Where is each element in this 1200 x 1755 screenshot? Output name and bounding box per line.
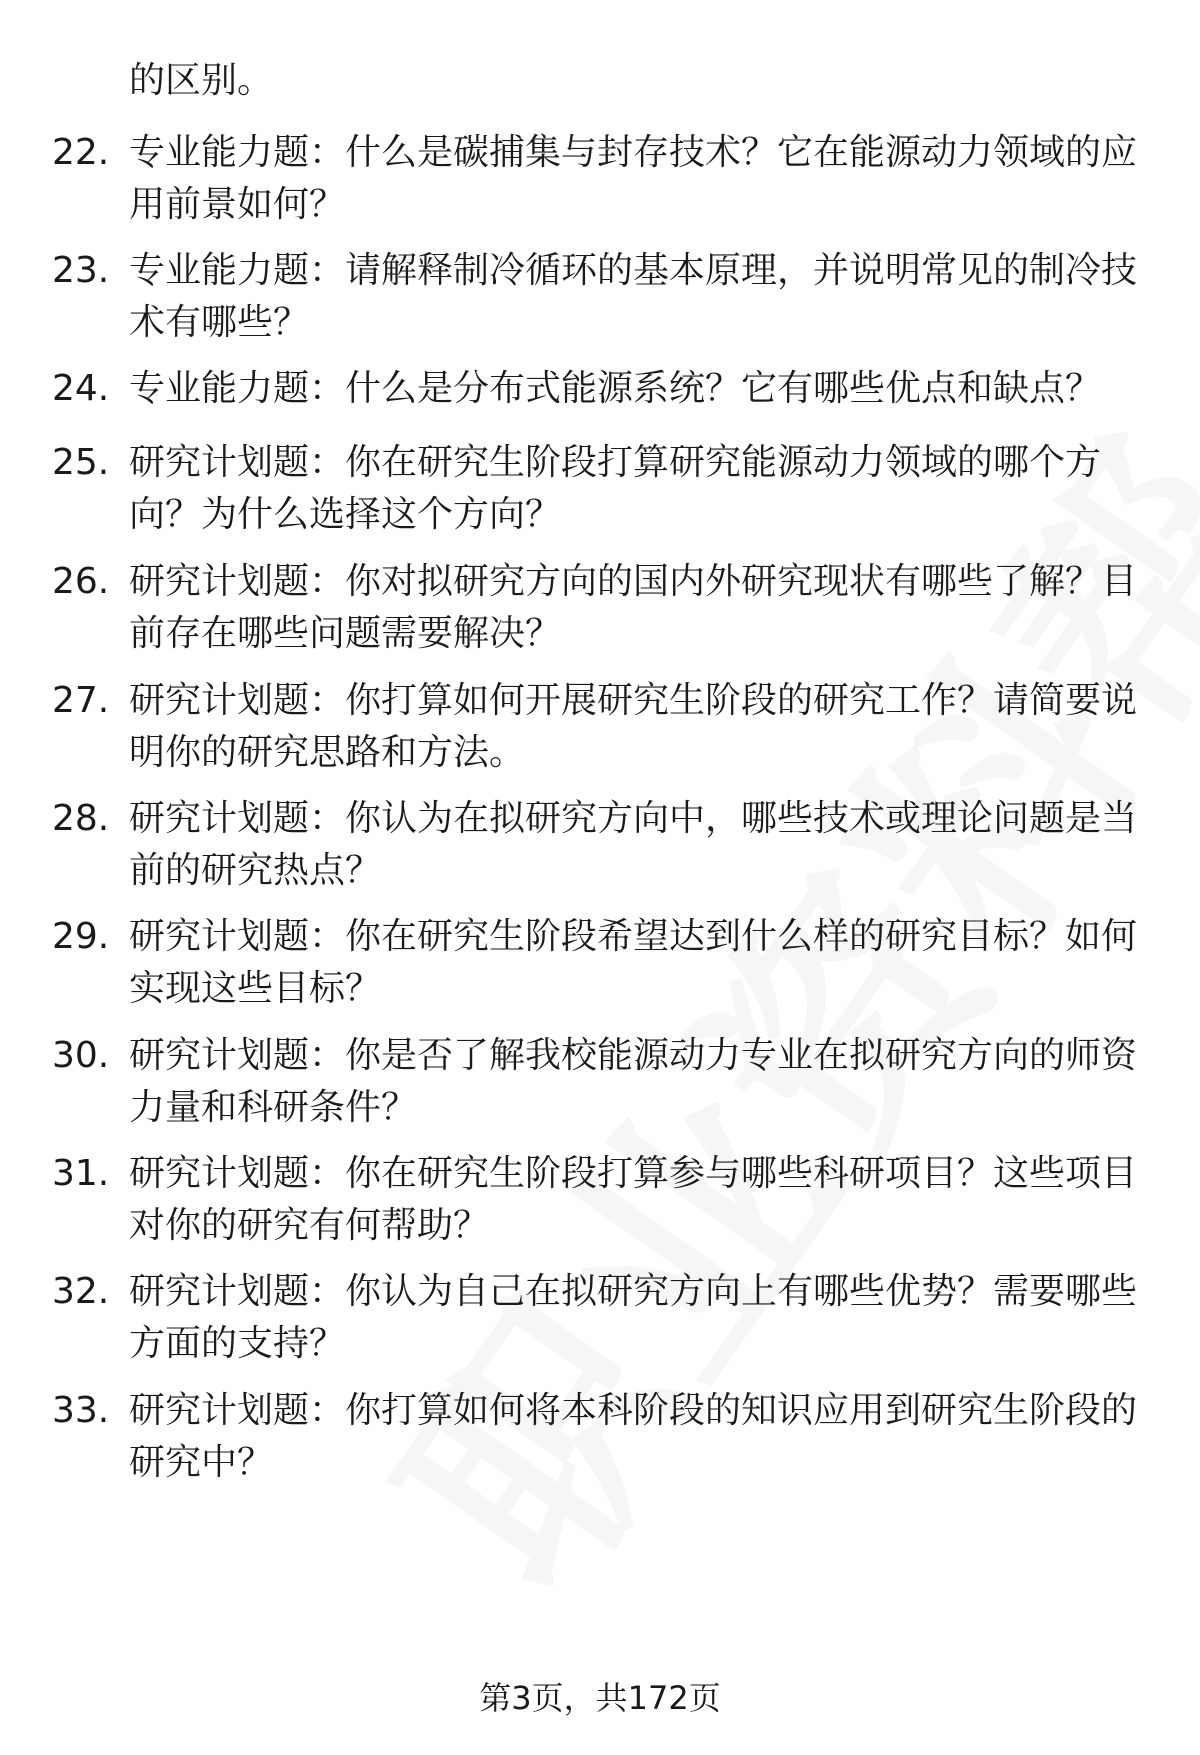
item-text-line: 研究计划题：你认为自己在拟研究方向上有哪些优势？需要哪些 — [129, 1271, 1138, 1312]
item-number: 22. — [52, 132, 110, 173]
continuation-text: 的区别。 — [129, 60, 274, 101]
item-text-line: 研究计划题：你在研究生阶段打算参与哪些科研项目？这些项目 — [129, 1153, 1138, 1194]
item-text-line: 术有哪些？ — [129, 302, 310, 343]
item-number: 32. — [52, 1271, 110, 1312]
item-number: 27. — [52, 680, 110, 721]
item-text-line: 用前景如何？ — [129, 184, 346, 225]
item-text-line: 前的研究热点？ — [129, 850, 382, 891]
item-text-line: 专业能力题：请解释制冷循环的基本原理，并说明常见的制冷技 — [129, 250, 1138, 291]
item-number: 24. — [52, 368, 110, 409]
item-text-line: 前存在哪些问题需要解决？ — [129, 613, 562, 654]
item-text-line: 专业能力题：什么是分布式能源系统？它有哪些优点和缺点？ — [129, 368, 1102, 409]
item-text-line: 研究计划题：你在研究生阶段希望达到什么样的研究目标？如何 — [129, 916, 1138, 957]
item-number: 28. — [52, 798, 110, 839]
item-text-line: 方面的支持？ — [129, 1323, 346, 1364]
item-text-line: 向？为什么选择这个方向？ — [129, 494, 562, 535]
item-number: 26. — [52, 561, 110, 602]
item-text-line: 研究计划题：你打算如何将本科阶段的知识应用到研究生阶段的 — [129, 1390, 1138, 1431]
item-text-line: 研究中？ — [129, 1442, 274, 1483]
item-text-line: 对你的研究有何帮助？ — [129, 1205, 490, 1246]
item-number: 30. — [52, 1035, 110, 1076]
item-text-line: 明你的研究思路和方法。 — [129, 732, 526, 773]
item-text-line: 研究计划题：你对拟研究方向的国内外研究现状有哪些了解？目 — [129, 561, 1138, 602]
item-text-line: 研究计划题：你打算如何开展研究生阶段的研究工作？请简要说 — [129, 680, 1138, 721]
item-number: 29. — [52, 916, 110, 957]
item-number: 23. — [52, 250, 110, 291]
item-text-line: 研究计划题：你在研究生阶段打算研究能源动力领域的哪个方 — [129, 442, 1102, 483]
item-text-line: 实现这些目标？ — [129, 968, 382, 1009]
item-number: 31. — [52, 1153, 110, 1194]
item-number: 33. — [52, 1390, 110, 1431]
item-text-line: 专业能力题：什么是碳捕集与封存技术？它在能源动力领域的应 — [129, 132, 1138, 173]
item-text-line: 力量和科研条件？ — [129, 1087, 418, 1128]
item-text-line: 研究计划题：你认为在拟研究方向中，哪些技术或理论问题是当 — [129, 798, 1138, 839]
item-number: 25. — [52, 442, 110, 483]
item-text-line: 研究计划题：你是否了解我校能源动力专业在拟研究方向的师资 — [129, 1035, 1138, 1076]
page-footer: 第3页，共172页 — [479, 1679, 721, 1717]
